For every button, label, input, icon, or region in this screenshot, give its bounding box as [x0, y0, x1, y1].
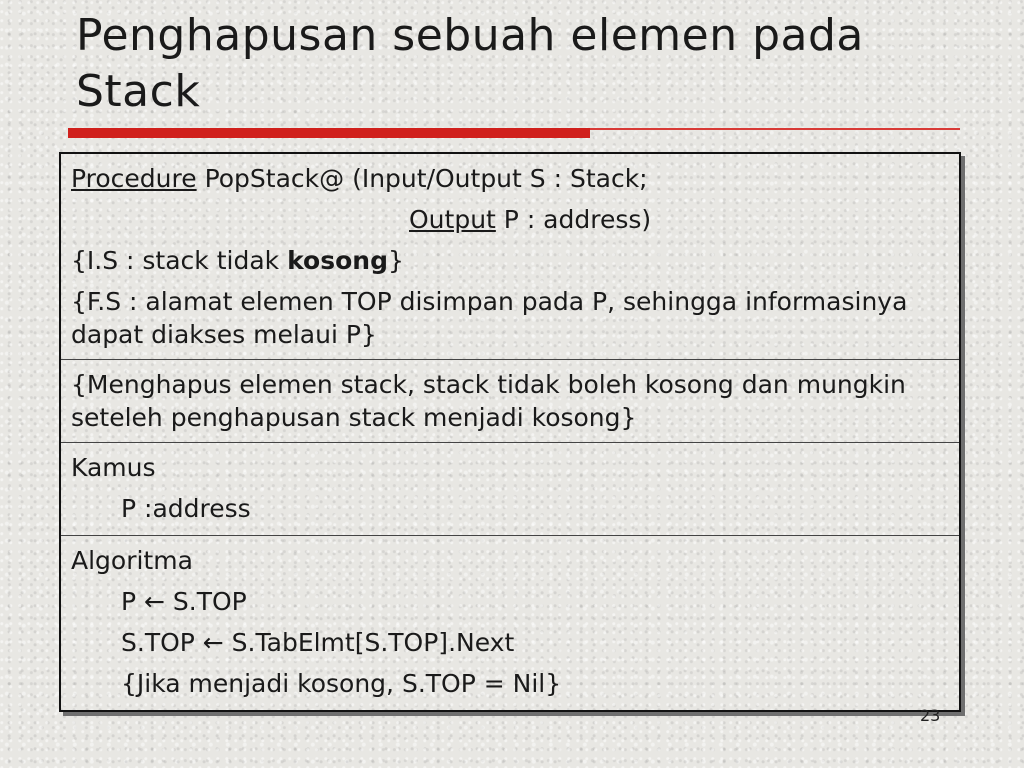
algoritma-line: P ← S.TOP — [121, 587, 247, 616]
kamus-cell — [61, 443, 959, 536]
output-signature: P : address) — [495, 205, 652, 234]
procedure-signature: PopStack@ (Input/Output S : Stack; — [196, 164, 648, 193]
initial-state-prefix: {I.S : stack tidak — [71, 246, 288, 275]
initial-state-line — [71, 240, 949, 281]
algoritma-line: {Jika menjadi kosong, S.TOP = Nil} — [121, 669, 562, 698]
algoritma-line: S.TOP ← S.TabElmt[S.TOP].Next — [121, 628, 515, 657]
title-underline-thick — [68, 128, 590, 138]
title-underline-thin — [590, 128, 960, 130]
page-number: 23 — [920, 706, 941, 725]
algoritma-cell — [61, 536, 959, 710]
initial-state-suffix: } — [387, 246, 404, 275]
description-cell — [61, 360, 959, 443]
kamus-label: Kamus — [71, 453, 156, 482]
slide-title: Penghapusan sebuah elemen pada Stack — [76, 10, 864, 117]
procedure-output-line — [71, 199, 949, 240]
description-text: {Menghapus elemen stack, stack tidak boleh kosong dan mungkin seteleh penghapusan stack menjadi kosong} — [71, 370, 906, 432]
output-keyword: Output — [409, 205, 496, 234]
final-state-text: {F.S : alamat elemen TOP disimpan pada P, sehingga informasinya dapat diakses melaui P} — [71, 287, 908, 349]
procedure-header-line — [71, 158, 949, 199]
procedure-box — [59, 152, 961, 712]
algoritma-label: Algoritma — [71, 546, 193, 575]
procedure-keyword: Procedure — [71, 164, 197, 193]
kamus-variable: P :address — [121, 494, 251, 523]
initial-state-bold: kosong — [287, 246, 388, 275]
procedure-spec-cell — [61, 154, 959, 360]
